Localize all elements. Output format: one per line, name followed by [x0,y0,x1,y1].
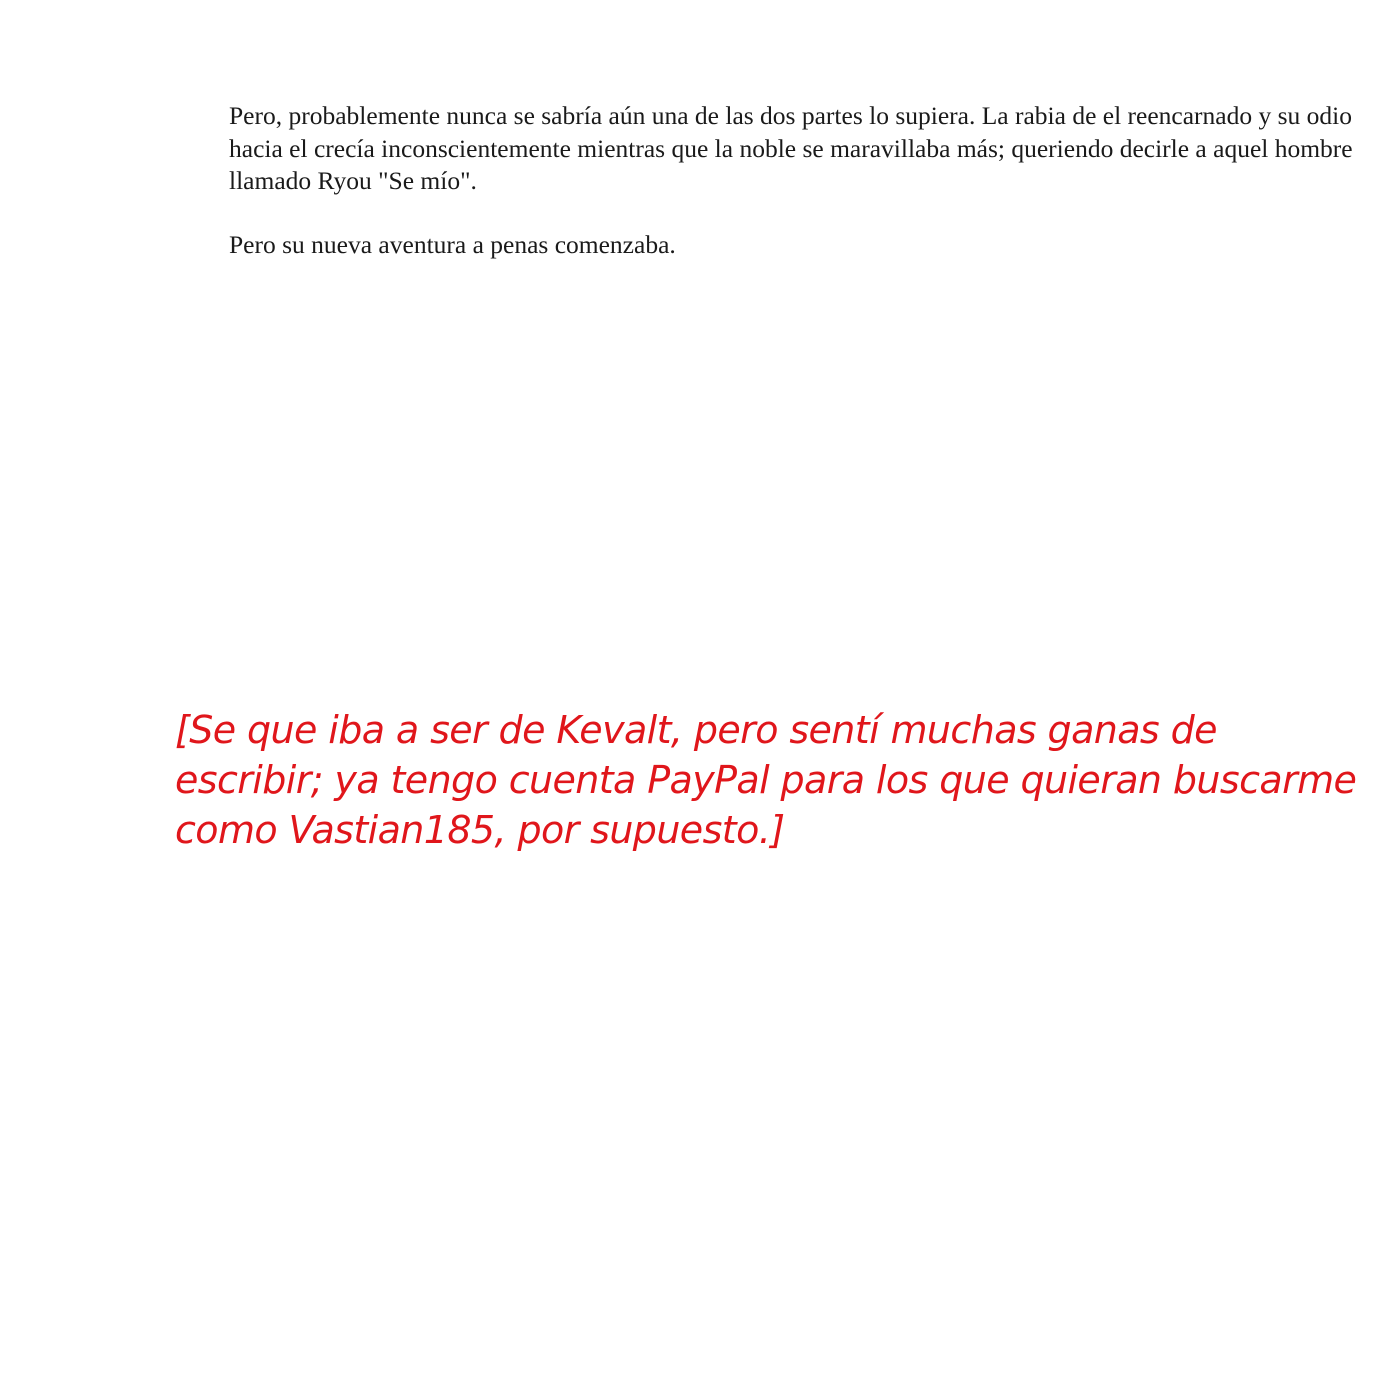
story-text [229,100,1374,292]
paragraph-1: Pero, probablemente nunca se sabría aún una de las dos partes lo supiera. La rabia de el reencarnado y su odio hacia el crecía inconscientemente mientras que la noble se maravillaba más; queriendo decirle a aquel hombre llamado Ryou "Se mío". [229,101,1353,195]
paragraph-2: Pero su nueva aventura a penas comenzaba. [229,229,676,259]
author-note: [Se que iba a ser de Kevalt, pero sentí muchas ganas de escribir; ya tengo cuenta PayPal para los que quieran buscarme como Vastian185, por supuesto.] [175,708,1357,852]
